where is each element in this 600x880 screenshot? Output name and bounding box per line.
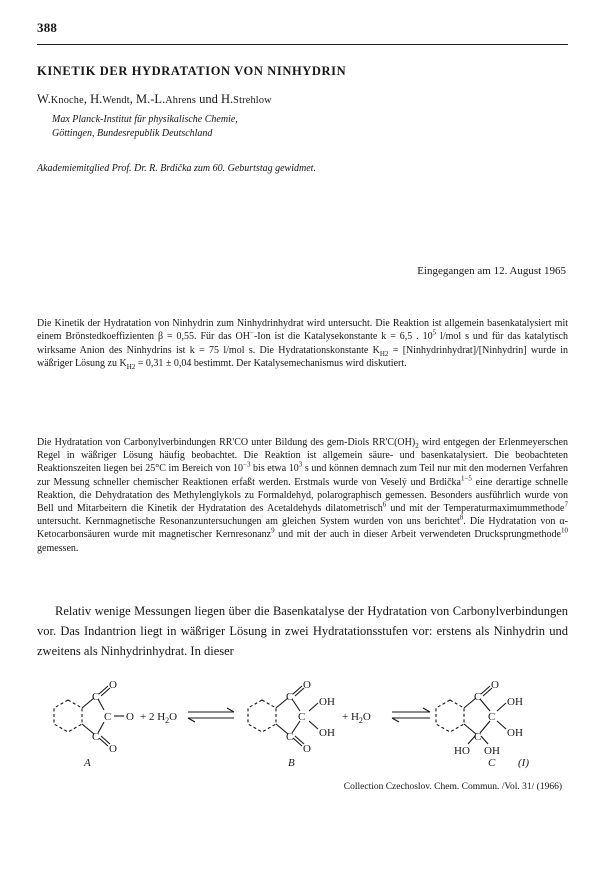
- dedication: Akademiemitglied Prof. Dr. R. Brdička zum 60. Geburtstag gewidmet.: [37, 163, 316, 174]
- atom-o-c1: O: [491, 679, 499, 691]
- body-paragraph: Relativ wenige Messungen liegen über die Basenkatalyse der Hydratation von Carbonylverbindungen vor. Das Indantrion liegt in wäßriger Lösung in zwei Hydratationsstufen vor: erstens als Ninhydrin und zweitens als Ninhydrinhydrat. In dieser: [37, 604, 568, 658]
- author-2: H.Wendt: [90, 92, 130, 106]
- author-line: W.Knoche, H.Wendt, M.-L.Ahrens und H.Strehlow: [37, 92, 272, 106]
- atom-c-c3: C: [474, 731, 482, 743]
- received-date: Eingegangen am 12. August 1965: [417, 265, 566, 277]
- institute-line-2: Göttingen, Bundesrepublik Deutschland: [52, 128, 213, 139]
- atom-o-b1: O: [303, 679, 311, 691]
- institute-line-1: Max Planck-Institut für physikalische Chemie,: [52, 114, 238, 125]
- label-c: C: [488, 757, 496, 769]
- author-4: H.Strehlow: [221, 92, 272, 106]
- atom-c-c1: C: [474, 691, 482, 703]
- atom-o-a1: O: [109, 679, 117, 691]
- introduction-paragraph: Die Hydratation von Carbonylverbindungen RR'CO unter Bildung des gem-Diols $RR'C(OH)_2$ wird entgegen der Erlenmeyerschen Regel in wäßriger Lösung häufig beobachtet. Die Reaktion ist allgemein säure- und basenkatalysiert. Die beobachteten Reaktionszeiten liegen bei 25°C im Bereich von $10^{-3}$ bis etwa $10^3$ s und können demnach zum Teil nur mit den modernen Verfahren zur Messung schneller chemischer Reaktionen erfaßt werden. Erstmals wurde von Veselý und Brdička$^{1-5}$ eine derartige schnelle Reaktion, die Dehydratation des Methylenglykols zu Formaldehyd, polarographisch gemessen. Besonders ausführlich wurde von Bell und Mitarbeitern die Kinetik der Hydratation des Acetaldehyds dilatometrisch$^6$ und mit der Temperaturmaximummethode$^7$ untersucht. Kernmagnetische Resonanzuntersuchungen am gleichen System wurden von uns berichtet$^8$. Die Hydratation von α-Ketocarbonsäuren wurde mit magnetischer Kernresonanz$^9$ und mit der auch in dieser Arbeit verwendeten Drucksprungmethode$^{10}$ gemessen.: [37, 437, 568, 554]
- plus-water-2: + 2 $H_2O$: [140, 711, 178, 725]
- author-3: M.-L.Ahrens: [136, 92, 197, 106]
- atom-o-a2: O: [126, 711, 134, 723]
- abstract: Die Kinetik der Hydratation von Ninhydrin zum Ninhydrinhydrat wird untersucht. Die Reaktion ist allgemein basenkatalysiert mit einem Brönstedkoeffizienten β = 0,55. Für das OH−-Ion ist die Katalysekonstante k = 6,5 . $10^5$ l/mol s und für das katalytisch wirksame Anion des Ninhydrins ist k = 75 l/mol s. Die Hydratationskonstante $K_{H2}$ = [Ninhydrinhydrat]/[Ninhydrin] wurde in wäßriger Lösung zu $K_{H2} = 0,31 \pm 0,04$ bestimmt. Der Katalysemechanismus wird diskutiert.: [37, 318, 568, 372]
- hydroxyl-c4: OH: [484, 745, 500, 757]
- reaction-scheme: [20, 672, 580, 772]
- equation-number: (I): [518, 757, 529, 769]
- molecule-b: [248, 686, 318, 746]
- equilibrium-arrow-2: [392, 708, 430, 722]
- hydroxyl-c1: OH: [507, 696, 523, 708]
- page-number: 388: [37, 20, 58, 35]
- author-conjunction: und: [199, 92, 218, 106]
- equilibrium-arrow-1: [188, 708, 234, 722]
- atom-c-a1: C: [92, 691, 100, 703]
- atom-c-c2: C: [488, 711, 496, 723]
- hydroxyl-c3: HO: [454, 745, 470, 757]
- atom-c-a2: C: [104, 711, 112, 723]
- molecule-a: [54, 686, 124, 746]
- journal-footer: Collection Czechoslov. Chem. Commun. /Vol. 31/ (1966): [343, 782, 562, 792]
- atom-c-b1: C: [286, 691, 294, 703]
- label-b: B: [288, 757, 295, 769]
- atom-o-a3: O: [109, 743, 117, 755]
- atom-c-a3: C: [92, 731, 100, 743]
- molecule-c: [436, 686, 506, 744]
- hydroxyl-c2: OH: [507, 727, 523, 739]
- plus-water-1: + $H_2O$: [342, 711, 371, 725]
- atom-o-b3: O: [303, 743, 311, 755]
- atom-c-b2: C: [298, 711, 306, 723]
- atom-c-b3: C: [286, 731, 294, 743]
- label-a: A: [84, 757, 91, 769]
- header-rule: [37, 44, 568, 45]
- article-title: KINETIK DER HYDRATATION VON NINHYDRIN: [37, 64, 347, 78]
- hydroxyl-b1: OH: [319, 696, 335, 708]
- author-1: W.Knoche: [37, 92, 84, 106]
- hydroxyl-b2: OH: [319, 727, 335, 739]
